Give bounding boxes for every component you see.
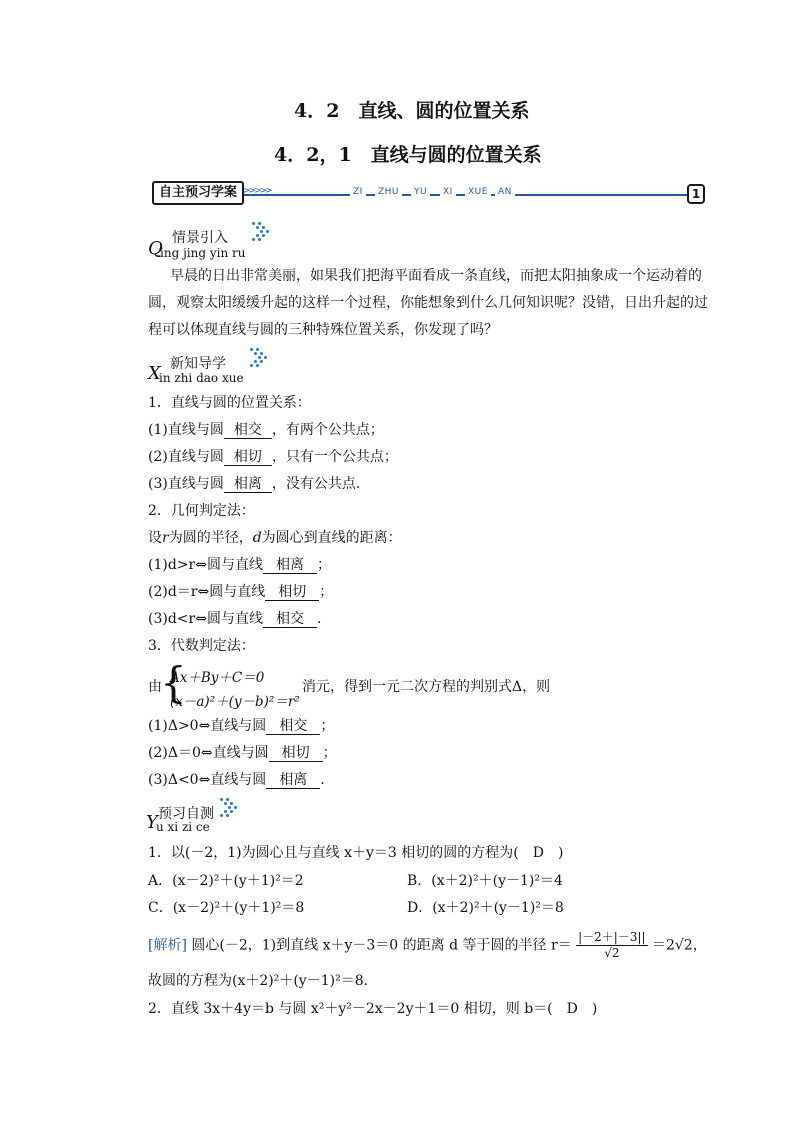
fraction <box>576 930 647 961</box>
answer-blank: 相交 <box>266 718 320 735</box>
banner-pinyin: XUE <box>465 187 491 197</box>
item-suffix: ，只有一个公共点； <box>271 449 398 465</box>
section-heading-title: 预习自测 <box>158 806 214 822</box>
item-prefix: (1)直线与圆 <box>148 422 224 438</box>
subsection-title: 4．2，1 直线与圆的位置关系 <box>274 144 542 166</box>
answer-blank: 相切 <box>269 745 323 762</box>
item-suffix: ； <box>319 584 334 600</box>
banner-pinyin: ZI <box>350 187 366 197</box>
banner-pinyin: YU <box>411 187 430 197</box>
answer-blank: 相离 <box>224 476 272 493</box>
section-heading-title: 情景引入 <box>172 230 228 246</box>
intro-line: 圆，观察太阳缓缓升起的这样一个过程，你能想象到什么几何知识呢？没错，日出升起的过 <box>148 295 708 311</box>
banner-line <box>240 194 688 196</box>
fraction-denominator: √2 <box>604 946 620 960</box>
knowledge-heading: 1．直线与圆的位置关系： <box>148 395 311 411</box>
knowledge-setup <box>148 525 402 552</box>
fraction-numerator: |－2＋|－3|| <box>578 930 646 944</box>
intro-line: 程可以体现直线与圆的三种特殊位置关系，你发现了吗？ <box>148 322 498 338</box>
analysis-line: 故圆的方程为(x＋2)²＋(y－1)²＝8． <box>148 973 378 989</box>
item-suffix: ； <box>322 745 337 761</box>
item-prefix: (1)Δ>0⇔直线与圆 <box>148 718 267 734</box>
section-heading-pinyin: ing jing yin ru <box>160 246 246 260</box>
banner-pinyin: ZHU <box>375 187 402 197</box>
banner-pinyin: AN <box>495 187 515 197</box>
option-a: A．(x－2)²＋(y＋1)²＝2 <box>148 873 304 889</box>
knowledge-item <box>148 713 334 740</box>
knowledge-item <box>148 417 384 444</box>
system-eq1: Ax＋By＋C＝0 <box>170 670 265 686</box>
answer-blank: 相切 <box>224 449 272 466</box>
knowledge-item <box>148 579 333 606</box>
answer-blank: 相切 <box>265 584 319 601</box>
system-lead: 由 <box>148 679 162 695</box>
option-b: B．(x＋2)²＋(y－1)²＝4 <box>407 873 563 889</box>
item-suffix: ； <box>320 718 335 734</box>
analysis-line <box>148 930 707 961</box>
knowledge-item <box>148 471 370 498</box>
option-c: C．(x－2)²＋(y＋1)²＝8 <box>148 900 305 916</box>
section-heading-letter: Y <box>146 812 158 833</box>
banner-number: 1 <box>687 184 705 204</box>
section-heading-title: 新知导学 <box>170 356 226 372</box>
question-stem: 2．直线 3x＋4y＝b 与圆 x²＋y²－2x－2y＋1＝0 相切，则 b＝( D ) <box>148 1001 598 1017</box>
item-prefix: (2)Δ＝0⇔直线与圆 <box>148 745 269 761</box>
item-suffix: ，有两个公共点； <box>271 422 384 438</box>
analysis-tag: [解析] <box>148 937 187 954</box>
item-prefix: (3)Δ<0⇔直线与圆 <box>148 772 267 788</box>
question-stem: 1．以(－2，1)为圆心且与直线 x＋y＝3 相切的圆的方程为( D ) <box>148 845 564 861</box>
knowledge-heading: 3．代数判定法： <box>148 638 255 654</box>
item-suffix: ，没有公共点． <box>271 476 370 492</box>
setup-text: 设 <box>148 530 162 546</box>
knowledge-item <box>148 552 331 579</box>
knowledge-item <box>148 444 398 471</box>
item-prefix: (2)d＝r⇔圆与直线 <box>148 584 266 600</box>
analysis-text: ＝2√2， <box>652 937 707 954</box>
section-heading-letter: X <box>148 363 161 384</box>
item-prefix: (2)直线与圆 <box>148 449 224 465</box>
item-prefix: (1)d>r⇔圆与直线 <box>148 557 263 573</box>
banner-label: 自主预习学案 <box>152 181 244 205</box>
dots-arrow-icon <box>252 222 270 244</box>
dots-arrow-icon <box>220 798 238 820</box>
section-title: 4．2 直线、圆的位置关系 <box>294 100 530 122</box>
knowledge-item <box>148 740 337 767</box>
knowledge-item <box>148 606 331 633</box>
knowledge-item <box>148 767 334 794</box>
section-heading-pinyin: in zhi dao xue <box>159 371 244 385</box>
item-prefix: (3)d<r⇔圆与直线 <box>148 611 263 627</box>
knowledge-heading: 2．几何判定法： <box>148 503 255 519</box>
setup-text: 为圆心到直线的距离： <box>261 530 402 546</box>
item-prefix: (3)直线与圆 <box>148 476 224 492</box>
answer-blank: 相离 <box>266 772 320 789</box>
section-heading-letter: Q <box>148 238 163 259</box>
system-eq2: (x－a)²＋(y－b)²＝r² <box>170 694 300 710</box>
banner-arrows: >>>>> <box>243 186 271 196</box>
answer-blank: 相交 <box>263 611 317 628</box>
section-heading-pinyin: u xi zi ce <box>156 820 210 834</box>
option-d: D．(x＋2)²＋(y－1)²＝8 <box>407 900 564 916</box>
analysis-text: 圆心(－2，1)到直线 x＋y－3＝0 的距离 d 等于圆的半径 r＝ <box>191 937 572 954</box>
setup-var-d: d <box>252 530 262 546</box>
setup-text: 为圆的半径， <box>168 530 253 546</box>
banner-pinyin: XI <box>440 187 456 197</box>
setup-var-r: r <box>162 530 169 546</box>
intro-line: 早晨的日出非常美丽，如果我们把海平面看成一条直线，而把太阳抽象成一个运动着的 <box>170 268 702 284</box>
answer-blank: 相交 <box>224 422 272 439</box>
item-suffix: ． <box>320 772 335 788</box>
answer-blank: 相离 <box>263 557 317 574</box>
item-suffix: ． <box>316 611 331 627</box>
system-tail: 消元，得到一元二次方程的判别式Δ，则 <box>302 679 551 695</box>
system-brace: { <box>160 658 187 707</box>
item-suffix: ； <box>316 557 331 573</box>
dots-arrow-icon <box>250 348 268 370</box>
